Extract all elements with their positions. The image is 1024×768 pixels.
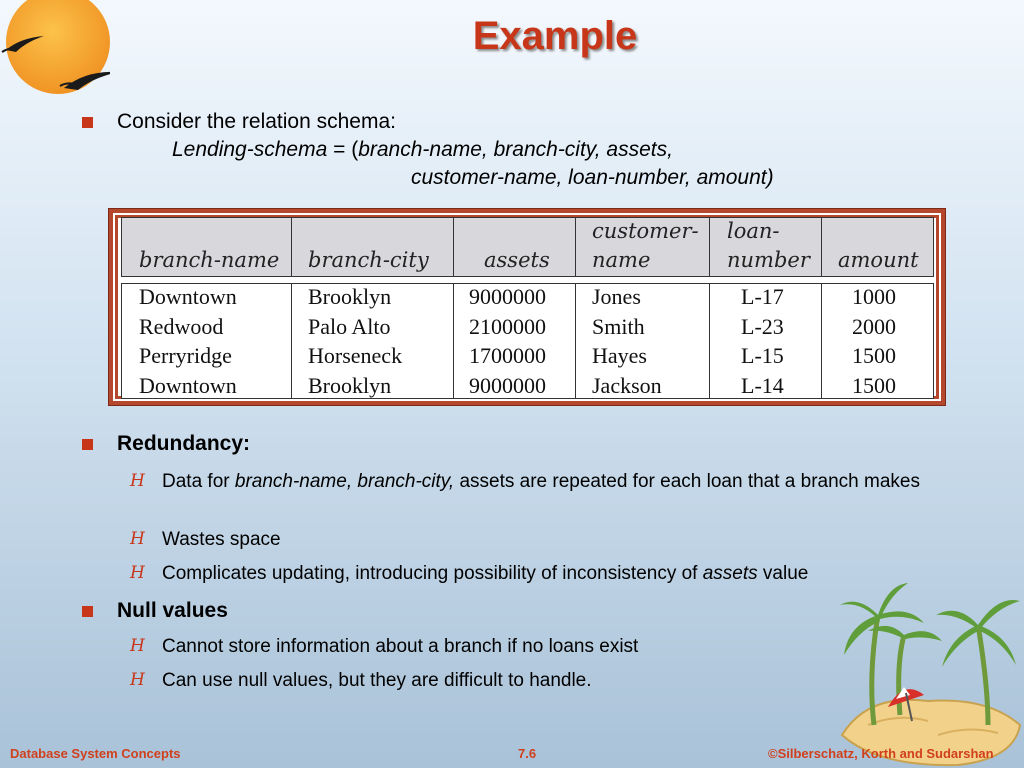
null-item-1: Cannot store information about a branch if no loans exist xyxy=(162,636,639,657)
sub-bullet-icon: H xyxy=(130,670,145,690)
col-header-loan-line1: loan- xyxy=(727,219,780,243)
table-cell: Downtown xyxy=(139,372,237,398)
footer-page-number: 7.6 xyxy=(518,746,537,761)
table-cell: L-15 xyxy=(741,343,784,368)
table-cell: Jones xyxy=(592,284,641,309)
col-divider xyxy=(709,283,710,399)
schema-eq: = ( xyxy=(327,138,359,161)
col-divider xyxy=(453,283,454,399)
table-cell: 2100000 xyxy=(469,313,546,339)
table-cell: Perryridge xyxy=(139,343,232,368)
col-divider xyxy=(291,283,292,399)
col-header-loan-line2: number xyxy=(727,248,810,272)
redundancy-item-1: Data for branch-name, branch-city, assets are repeated for each loan that a branch makes xyxy=(162,471,920,492)
palm-island-icon xyxy=(838,575,1024,768)
col-divider xyxy=(453,217,454,277)
schema-attrs-2: customer-name, loan-number, amount) xyxy=(411,166,774,189)
table-cell: 1700000 xyxy=(469,343,546,368)
col-header-customer-line2: name xyxy=(592,248,651,272)
table-cell: 1000 xyxy=(852,284,896,309)
table-cell: Palo Alto xyxy=(308,313,391,339)
table-cell: Downtown xyxy=(139,284,237,309)
table-cell: Smith xyxy=(592,313,645,339)
table-cell: L-14 xyxy=(741,372,784,398)
col-header-branch-name: branch-name xyxy=(139,248,280,272)
schema-line-1 xyxy=(172,138,673,162)
table-cell: 9000000 xyxy=(469,372,546,398)
table-cell: Redwood xyxy=(139,313,224,339)
bullet-square-icon xyxy=(82,117,93,128)
col-header-customer-line1: customer- xyxy=(592,219,699,243)
redundancy-heading: Redundancy: xyxy=(117,432,251,455)
col-divider xyxy=(291,217,292,277)
col-divider xyxy=(575,217,576,277)
col-divider xyxy=(821,283,822,399)
slide-title: Example xyxy=(472,14,638,58)
col-header-branch-city: branch-city xyxy=(308,248,429,272)
table-cell: 1500 xyxy=(852,343,896,368)
null-values-heading: Null values xyxy=(117,599,228,622)
table-cell: Hayes xyxy=(592,343,647,368)
table-cell: Brooklyn xyxy=(308,372,392,398)
redundancy-item-2: Wastes space xyxy=(162,529,281,550)
table-cell: 2000 xyxy=(852,313,896,339)
schema-name: Lending-schema xyxy=(172,138,328,161)
table-cell: L-17 xyxy=(741,284,784,309)
null-item-2: Can use null values, but they are difficult to handle. xyxy=(162,670,592,691)
sub-bullet-icon: H xyxy=(130,563,145,583)
table-cell: Jackson xyxy=(592,372,662,398)
sub-bullet-icon: H xyxy=(130,471,145,491)
schema-attrs-1: branch-name, branch-city, assets, xyxy=(358,138,673,161)
sub-bullet-icon: H xyxy=(130,636,145,656)
bullet-square-icon xyxy=(82,439,93,450)
bullet-square-icon xyxy=(82,606,93,617)
sub-bullet-icon: H xyxy=(130,529,145,549)
col-header-amount: amount xyxy=(838,248,919,272)
table-cell: 9000000 xyxy=(469,284,546,309)
col-divider xyxy=(709,217,710,277)
footer-copyright: ©Silberschatz, Korth and Sudarshan xyxy=(768,746,994,761)
redundancy-item-3: Complicates updating, introducing possibility of inconsistency of assets value xyxy=(162,563,809,584)
intro-text: Consider the relation schema: xyxy=(117,110,396,133)
table-cell: L-23 xyxy=(741,313,784,339)
table-cell: Horseneck xyxy=(308,343,403,368)
col-header-assets: assets xyxy=(484,248,550,272)
footer-course: Database System Concepts xyxy=(10,746,181,761)
table-cell: Brooklyn xyxy=(308,284,392,309)
table-cell: 1500 xyxy=(852,372,896,398)
col-divider xyxy=(821,217,822,277)
col-divider xyxy=(575,283,576,399)
